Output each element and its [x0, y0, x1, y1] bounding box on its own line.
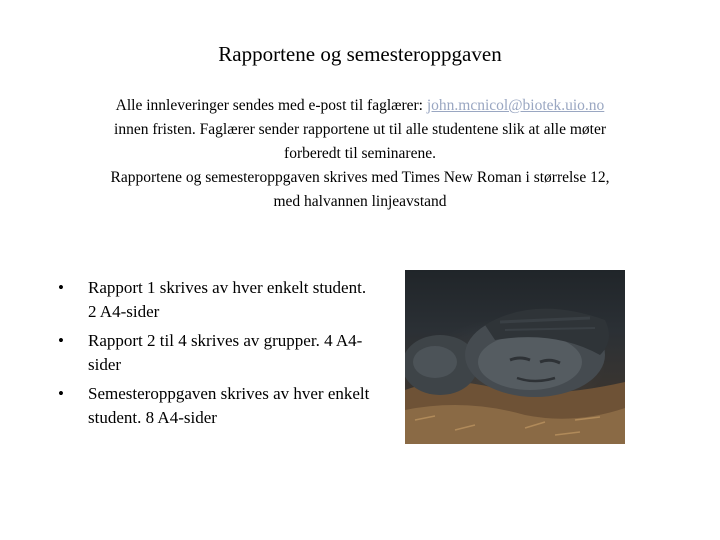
intro-line-4: Rapportene og semesteroppgaven skrives med Times New Roman i størrelse 12,	[110, 169, 610, 186]
slide-title: Rapportene og semesteroppgaven	[218, 42, 502, 66]
bullet-dot-icon: •	[58, 331, 64, 350]
bullet-text: Rapport 1 skrives av hver enkelt student. 2 A4-sider	[88, 278, 367, 321]
bullet-dot-icon: •	[58, 384, 64, 403]
bullet-dot-icon: •	[58, 278, 64, 297]
intro-line-5: med halvannen linjeavstand	[273, 193, 447, 210]
intro-line-3: forberedt til seminarene.	[284, 145, 436, 162]
bullet-item	[58, 329, 378, 377]
bullet-list	[58, 276, 378, 435]
intro-text	[40, 94, 680, 214]
bullet-text: Semesteroppgaven skrives av hver enkelt student. 8 A4-sider	[88, 384, 370, 427]
intro-line-1	[40, 94, 680, 118]
bog-body-illustration	[405, 270, 625, 444]
bullet-item	[58, 276, 378, 324]
bullet-item	[58, 382, 378, 430]
intro-line-2: innen fristen. Faglærer sender rapportene ut til alle studentene slik at alle møter	[114, 121, 606, 138]
bog-body-photo	[405, 270, 625, 444]
intro-line-1-text: Alle innleveringer sendes med e-post til faglærer:	[115, 97, 427, 114]
bullet-text: Rapport 2 til 4 skrives av grupper. 4 A4-sider	[88, 331, 363, 374]
email-link[interactable]: john.mcnicol@biotek.uio.no	[426, 97, 605, 114]
